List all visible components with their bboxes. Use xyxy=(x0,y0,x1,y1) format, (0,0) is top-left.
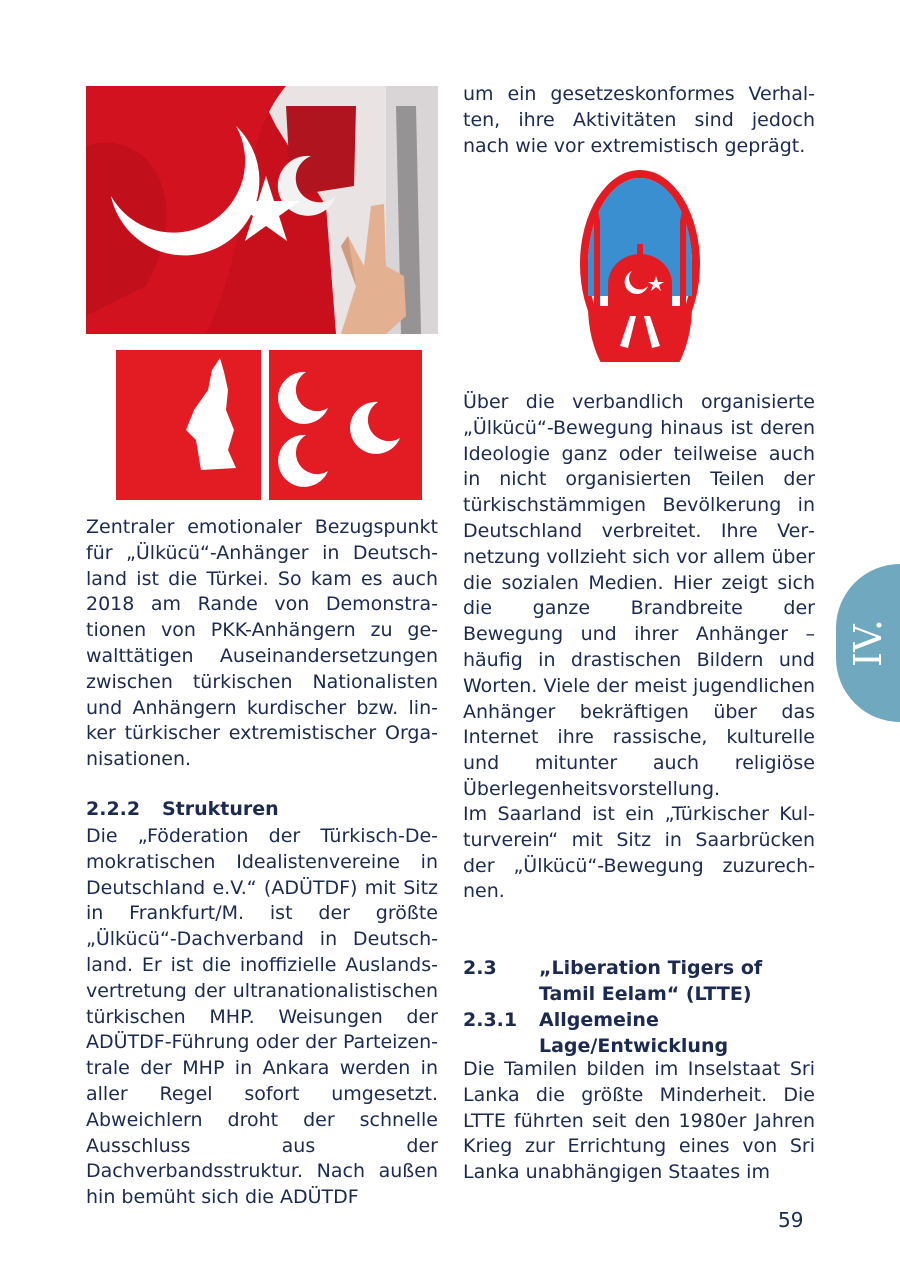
flag-wolf-salute-photo xyxy=(86,86,438,334)
paragraph-turkei: Zentraler emotionaler Bezugspunkt für „Ülkücü“-Anhänger in Deutschland ist die Türkei. So kam es auch 2018 am Rande von Demonstrationen von PKK-Anhängern zu gewalttätigen Auseinandersetzungen zwischen türkischen Nationalisten und Anhängern kurdischer bzw. linker türkischer extremistischer Organisationen. xyxy=(86,516,438,771)
paragraph-adutdf: Die „Föderation der Türkisch-Demokratischen Idealistenvereine in Deutschland e.V.“ (ADÜTDF) mit Sitz in Frankfurt/M. ist der größte „Ülkücü“-Dachverband in Deutschland. Er ist die inoffizielle Auslandsvertretung der ultranationalistischen türkischen MHP. Weisungen der ADÜTDF-Führung oder der Parteizentrale der MHP in Ankara werden in aller Regel sofort umgesetzt. Abweichlern droht der schnelle Ausschluss aus der Dachverbandsstruktur. Nach außen hin bemüht sich die ADÜTDF xyxy=(86,825,438,1209)
heading-ltte xyxy=(463,956,815,1008)
mosque-emblem-image xyxy=(570,166,710,362)
paragraph-continuation: um ein gesetzeskonformes Verhalten, ihre Aktivitäten sind jedoch nach wie vor extremistisch geprägt. xyxy=(463,83,815,157)
heading-title: „Liberation Tigers of Tamil Eelam“ (LTTE) xyxy=(539,957,763,1005)
heading-strukturen xyxy=(86,798,279,820)
right-column-tamilen xyxy=(463,1057,815,1186)
left-column-text xyxy=(86,515,438,773)
heading-number: 2.3.1 xyxy=(463,1009,518,1031)
heading-title: Allgemeine Lage/Entwicklung xyxy=(539,1009,729,1057)
left-column-text-2 xyxy=(86,824,438,1211)
chapter-tab[interactable] xyxy=(836,564,900,722)
ulkucu-symbols-image xyxy=(116,350,422,500)
heading-number: 2.2.2 xyxy=(86,798,141,820)
heading-title: Strukturen xyxy=(162,798,279,820)
heading-allgemeine-lage xyxy=(463,1008,815,1060)
paragraph-ideologie: Über die verbandlich organisierte „Ülkücü“-Bewegung hinaus ist deren Ideologie ganz oder teilweise auch in nicht organisierten Teilen der türkischstämmigen Bevölkerung in Deutschland verbreitet. Ihre Vernetzung vollzieht sich vor allem über die sozialen Medien. Hier zeigt sich die ganze Brandbreite der Bewegung und ihrer Anhänger – häufig in drastischen Bildern und Worten. Viele der meist jugendlichen Anhänger bekräftigen über das Internet ihre rassische, kulturelle und mitunter auch religiöse Überlegenheitsvorstellung. xyxy=(463,391,815,800)
page-number: 59 xyxy=(778,1208,804,1232)
heading-number: 2.3 xyxy=(463,957,497,979)
right-column-top xyxy=(463,82,815,159)
paragraph-saarland: Im Saarland ist ein „Türkischer Kulturverein“ mit Sitz in Saarbrücken der „Ülkücü“-Bewegung zuzurechnen. xyxy=(463,803,815,903)
right-column-mid xyxy=(463,390,815,803)
right-column-saarland xyxy=(463,802,815,905)
paragraph-tamilen: Die Tamilen bilden im Inselstaat Sri Lanka die größte Minderheit. Die LTTE führten seit den 1980er Jahren Krieg zur Errichtung eines von Sri Lanka unabhängigen Staates im xyxy=(463,1058,815,1184)
chapter-tab-label: IV. xyxy=(845,619,890,667)
